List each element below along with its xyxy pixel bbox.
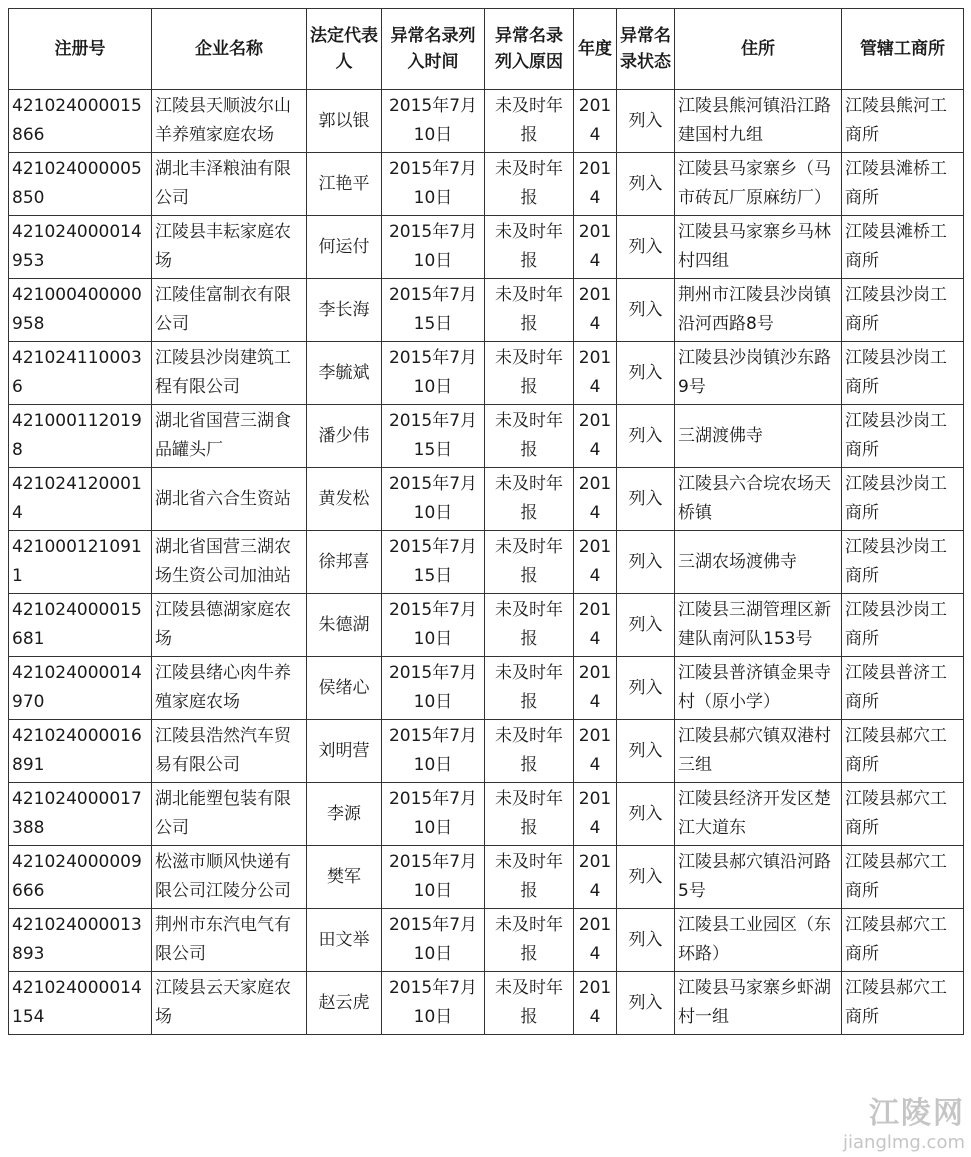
cell-reg-no: 4210241200014 — [9, 468, 152, 531]
table-row — [9, 279, 964, 342]
cell-address: 江陵县马家寨乡虾湖村一组 — [675, 972, 842, 1035]
cell-address: 江陵县沙岗镇沙东路9号 — [675, 342, 842, 405]
cell-reg-no: 421000400000958 — [9, 279, 152, 342]
table-row — [9, 594, 964, 657]
cell-jurisdiction: 江陵县滩桥工商所 — [842, 216, 964, 279]
cell-jurisdiction: 江陵县郝穴工商所 — [842, 846, 964, 909]
cell-listed-reason: 未及时年报 — [485, 405, 574, 468]
cell-legal-rep: 李源 — [307, 783, 382, 846]
cell-status: 列入 — [617, 216, 675, 279]
cell-listed-reason: 未及时年报 — [485, 720, 574, 783]
cell-listed-reason: 未及时年报 — [485, 594, 574, 657]
cell-status: 列入 — [617, 846, 675, 909]
cell-status: 列入 — [617, 279, 675, 342]
cell-company-name: 江陵县天顺波尔山羊养殖家庭农场 — [152, 90, 307, 153]
table-row — [9, 468, 964, 531]
cell-listed-date: 2015年7月10日 — [382, 468, 485, 531]
cell-status: 列入 — [617, 783, 675, 846]
cell-listed-reason: 未及时年报 — [485, 216, 574, 279]
cell-jurisdiction: 江陵县熊河工商所 — [842, 90, 964, 153]
cell-listed-reason: 未及时年报 — [485, 342, 574, 405]
column-header-jurisdiction: 管辖工商所 — [842, 9, 964, 90]
column-header-address: 住所 — [675, 9, 842, 90]
cell-company-name: 江陵县德湖家庭农场 — [152, 594, 307, 657]
cell-company-name: 荆州市东汽电气有限公司 — [152, 909, 307, 972]
cell-company-name: 江陵县沙岗建筑工程有限公司 — [152, 342, 307, 405]
cell-reg-no: 421024000015681 — [9, 594, 152, 657]
cell-reg-no: 421024000005850 — [9, 153, 152, 216]
cell-legal-rep: 李毓斌 — [307, 342, 382, 405]
watermark-logo: 江陵网 — [869, 1096, 965, 1131]
cell-listed-reason: 未及时年报 — [485, 846, 574, 909]
cell-status: 列入 — [617, 720, 675, 783]
cell-listed-date: 2015年7月10日 — [382, 909, 485, 972]
cell-address: 江陵县郝穴镇双港村三组 — [675, 720, 842, 783]
cell-year: 2014 — [574, 216, 617, 279]
cell-legal-rep: 何运付 — [307, 216, 382, 279]
cell-reg-no: 421024000014154 — [9, 972, 152, 1035]
cell-reg-no: 421024000014953 — [9, 216, 152, 279]
cell-address: 江陵县经济开发区楚江大道东 — [675, 783, 842, 846]
cell-legal-rep: 侯绪心 — [307, 657, 382, 720]
cell-reg-no: 421024000017388 — [9, 783, 152, 846]
cell-year: 2014 — [574, 468, 617, 531]
cell-company-name: 江陵县丰耘家庭农场 — [152, 216, 307, 279]
cell-listed-reason: 未及时年报 — [485, 657, 574, 720]
cell-company-name: 江陵县绪心肉牛养殖家庭农场 — [152, 657, 307, 720]
cell-company-name: 湖北省国营三湖食品罐头厂 — [152, 405, 307, 468]
cell-listed-reason: 未及时年报 — [485, 531, 574, 594]
cell-address: 江陵县三湖管理区新建队南河队153号 — [675, 594, 842, 657]
cell-legal-rep: 田文举 — [307, 909, 382, 972]
cell-listed-date: 2015年7月10日 — [382, 90, 485, 153]
cell-listed-reason: 未及时年报 — [485, 153, 574, 216]
table-row — [9, 783, 964, 846]
cell-jurisdiction: 江陵县沙岗工商所 — [842, 279, 964, 342]
cell-reg-no: 4210241100036 — [9, 342, 152, 405]
cell-jurisdiction: 江陵县沙岗工商所 — [842, 468, 964, 531]
table-header-row — [9, 9, 964, 90]
cell-reg-no: 421024000009666 — [9, 846, 152, 909]
cell-jurisdiction: 江陵县沙岗工商所 — [842, 531, 964, 594]
cell-status: 列入 — [617, 405, 675, 468]
cell-year: 2014 — [574, 153, 617, 216]
cell-year: 2014 — [574, 909, 617, 972]
cell-legal-rep: 潘少伟 — [307, 405, 382, 468]
cell-listed-date: 2015年7月10日 — [382, 657, 485, 720]
cell-reg-no: 421024000013893 — [9, 909, 152, 972]
cell-legal-rep: 江艳平 — [307, 153, 382, 216]
cell-jurisdiction: 江陵县郝穴工商所 — [842, 909, 964, 972]
table-row — [9, 90, 964, 153]
cell-legal-rep: 刘明营 — [307, 720, 382, 783]
cell-legal-rep: 樊军 — [307, 846, 382, 909]
column-header-company-name: 企业名称 — [152, 9, 307, 90]
cell-address: 江陵县马家寨乡马林村四组 — [675, 216, 842, 279]
column-header-listed-date: 异常名录列入时间 — [382, 9, 485, 90]
cell-address: 三湖农场渡佛寺 — [675, 531, 842, 594]
cell-jurisdiction: 江陵县沙岗工商所 — [842, 594, 964, 657]
cell-legal-rep: 郭以银 — [307, 90, 382, 153]
table-row — [9, 153, 964, 216]
column-header-listed-reason: 异常名录列入原因 — [485, 9, 574, 90]
cell-status: 列入 — [617, 531, 675, 594]
cell-listed-date: 2015年7月15日 — [382, 531, 485, 594]
cell-status: 列入 — [617, 909, 675, 972]
cell-legal-rep: 赵云虎 — [307, 972, 382, 1035]
cell-legal-rep: 李长海 — [307, 279, 382, 342]
cell-status: 列入 — [617, 468, 675, 531]
cell-year: 2014 — [574, 783, 617, 846]
cell-jurisdiction: 江陵县郝穴工商所 — [842, 783, 964, 846]
cell-company-name: 江陵佳富制衣有限公司 — [152, 279, 307, 342]
cell-jurisdiction: 江陵县郝穴工商所 — [842, 720, 964, 783]
cell-listed-date: 2015年7月10日 — [382, 153, 485, 216]
cell-year: 2014 — [574, 657, 617, 720]
cell-company-name: 湖北省六合生资站 — [152, 468, 307, 531]
column-header-reg-no: 注册号 — [9, 9, 152, 90]
cell-company-name: 湖北能塑包装有限公司 — [152, 783, 307, 846]
cell-company-name: 江陵县云天家庭农场 — [152, 972, 307, 1035]
cell-company-name: 江陵县浩然汽车贸易有限公司 — [152, 720, 307, 783]
cell-status: 列入 — [617, 153, 675, 216]
cell-address: 三湖渡佛寺 — [675, 405, 842, 468]
table-row — [9, 342, 964, 405]
cell-listed-reason: 未及时年报 — [485, 909, 574, 972]
cell-company-name: 湖北丰泽粮油有限公司 — [152, 153, 307, 216]
cell-reg-no: 421024000014970 — [9, 657, 152, 720]
cell-listed-reason: 未及时年报 — [485, 972, 574, 1035]
table-row — [9, 405, 964, 468]
cell-company-name: 湖北省国营三湖农场生资公司加油站 — [152, 531, 307, 594]
table-row — [9, 909, 964, 972]
cell-status: 列入 — [617, 972, 675, 1035]
cell-year: 2014 — [574, 342, 617, 405]
cell-address: 江陵县工业园区（东环路） — [675, 909, 842, 972]
cell-jurisdiction: 江陵县郝穴工商所 — [842, 972, 964, 1035]
column-header-legal-rep: 法定代表人 — [307, 9, 382, 90]
watermark-url: jianglmg.com — [843, 1132, 965, 1153]
cell-year: 2014 — [574, 972, 617, 1035]
table-row — [9, 657, 964, 720]
cell-jurisdiction: 江陵县普济工商所 — [842, 657, 964, 720]
cell-listed-date: 2015年7月10日 — [382, 720, 485, 783]
cell-year: 2014 — [574, 594, 617, 657]
table-row — [9, 720, 964, 783]
cell-listed-date: 2015年7月10日 — [382, 972, 485, 1035]
cell-legal-rep: 黄发松 — [307, 468, 382, 531]
cell-address: 江陵县六合垸农场天桥镇 — [675, 468, 842, 531]
cell-year: 2014 — [574, 279, 617, 342]
cell-address: 江陵县郝穴镇沿河路5号 — [675, 846, 842, 909]
column-header-status: 异常名录状态 — [617, 9, 675, 90]
cell-year: 2014 — [574, 531, 617, 594]
cell-listed-date: 2015年7月10日 — [382, 846, 485, 909]
cell-listed-date: 2015年7月15日 — [382, 279, 485, 342]
cell-reg-no: 421024000016891 — [9, 720, 152, 783]
column-header-year: 年度 — [574, 9, 617, 90]
table-row — [9, 531, 964, 594]
cell-listed-date: 2015年7月10日 — [382, 216, 485, 279]
cell-listed-reason: 未及时年报 — [485, 468, 574, 531]
cell-year: 2014 — [574, 405, 617, 468]
cell-year: 2014 — [574, 90, 617, 153]
cell-legal-rep: 徐邦喜 — [307, 531, 382, 594]
cell-year: 2014 — [574, 846, 617, 909]
cell-jurisdiction: 江陵县沙岗工商所 — [842, 405, 964, 468]
cell-address: 江陵县熊河镇沿江路建国村九组 — [675, 90, 842, 153]
site-watermark — [843, 1088, 965, 1153]
cell-reg-no: 4210001210911 — [9, 531, 152, 594]
table-row — [9, 846, 964, 909]
cell-status: 列入 — [617, 90, 675, 153]
cell-status: 列入 — [617, 657, 675, 720]
cell-jurisdiction: 江陵县沙岗工商所 — [842, 342, 964, 405]
cell-legal-rep: 朱德湖 — [307, 594, 382, 657]
cell-address: 江陵县普济镇金果寺村（原小学） — [675, 657, 842, 720]
cell-reg-no: 421024000015866 — [9, 90, 152, 153]
cell-jurisdiction: 江陵县滩桥工商所 — [842, 153, 964, 216]
abnormal-list-table — [8, 8, 964, 1035]
cell-address: 荆州市江陵县沙岗镇沿河西路8号 — [675, 279, 842, 342]
cell-listed-reason: 未及时年报 — [485, 783, 574, 846]
cell-company-name: 松滋市顺风快递有限公司江陵分公司 — [152, 846, 307, 909]
cell-reg-no: 4210001120198 — [9, 405, 152, 468]
cell-listed-date: 2015年7月15日 — [382, 405, 485, 468]
cell-year: 2014 — [574, 720, 617, 783]
cell-status: 列入 — [617, 342, 675, 405]
cell-listed-reason: 未及时年报 — [485, 90, 574, 153]
cell-listed-date: 2015年7月10日 — [382, 342, 485, 405]
cell-status: 列入 — [617, 594, 675, 657]
cell-listed-reason: 未及时年报 — [485, 279, 574, 342]
table-row — [9, 972, 964, 1035]
cell-address: 江陵县马家寨乡（马市砖瓦厂原麻纺厂） — [675, 153, 842, 216]
cell-listed-date: 2015年7月10日 — [382, 594, 485, 657]
table-row — [9, 216, 964, 279]
table-body — [9, 90, 964, 1035]
cell-listed-date: 2015年7月10日 — [382, 783, 485, 846]
